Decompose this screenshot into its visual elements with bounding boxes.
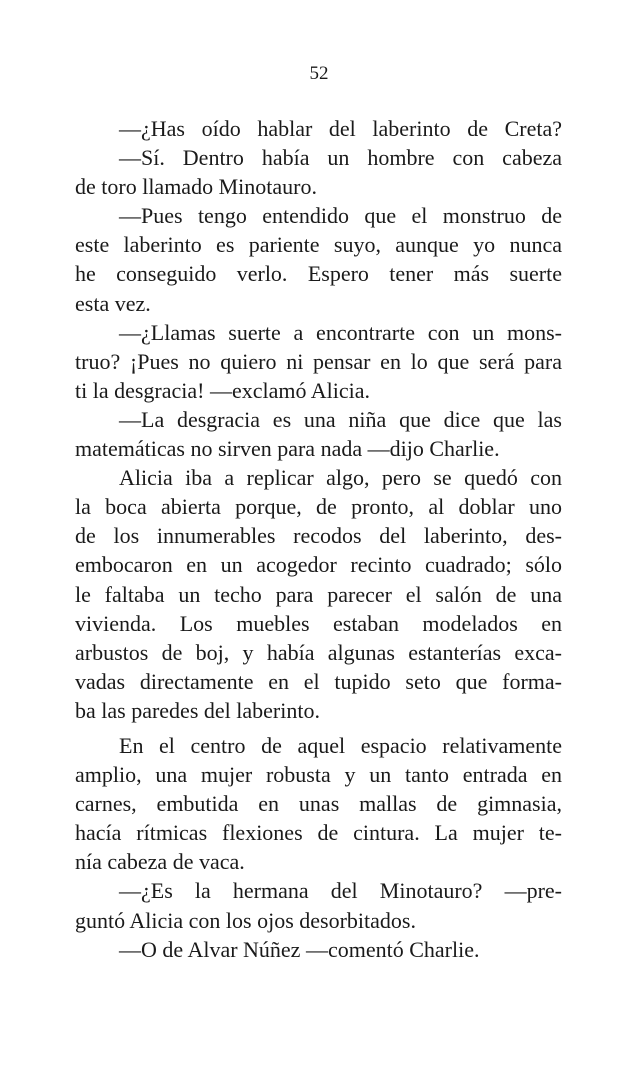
text-line: ti la desgracia! —exclamó Alicia. (75, 377, 371, 403)
text-line: —¿Es la hermana del Minotauro? —pre- (119, 878, 562, 904)
text-line: arbustos de boj, y había algunas estanterías exca- (75, 639, 562, 665)
text-line: nía cabeza de vaca. (75, 849, 245, 875)
text-line: —¿Has oído hablar del laberinto de Creta? (119, 116, 562, 141)
text-line: he conseguido verlo. Espero tener más suerte (75, 261, 562, 287)
text-line: matemáticas no sirven para nada —dijo Charlie. (75, 436, 500, 462)
text-line: esta vez. (75, 290, 151, 316)
text-line: —¿Llamas suerte a encontrarte con un mons- (119, 319, 562, 345)
page-number: 52 (309, 63, 329, 84)
text-line: carnes, embutida en unas mallas de gimnasia, (75, 791, 562, 817)
text-line: ba las paredes del laberinto. (75, 697, 320, 723)
text-line: vadas directamente en el tupido seto que forma- (75, 668, 562, 694)
text-line: amplio, una mujer robusta y un tanto entrada en (75, 762, 562, 788)
text-line: truo? ¡Pues no quiero ni pensar en lo que será para (75, 348, 562, 374)
text-line: Alicia iba a replicar algo, pero se quedó con (119, 465, 562, 491)
text-line: le faltaba un techo para parecer el salón de una (75, 581, 562, 607)
text-line: vivienda. Los muebles estaban modelados en (75, 610, 562, 636)
text-line: —O de Alvar Núñez —comentó Charlie. (119, 936, 480, 962)
text-line: —La desgracia es una niña que dice que las (119, 406, 562, 432)
text-line: embocaron en un acogedor recinto cuadrado; sólo (75, 552, 562, 578)
text-line: guntó Alicia con los ojos desorbitados. (75, 907, 416, 933)
text-line: En el centro de aquel espacio relativamente (119, 732, 562, 758)
text-line: —Pues tengo entendido que el monstruo de (119, 203, 562, 229)
text-line: hacía rítmicas flexiones de cintura. La mujer te- (75, 820, 562, 846)
text-line: de los innumerables recodos del laberinto, des- (75, 523, 562, 549)
text-line: —Sí. Dentro había un hombre con cabeza (119, 145, 562, 171)
text-line: este laberinto es pariente suyo, aunque yo nunca (75, 232, 562, 258)
body-text (75, 114, 562, 964)
text-line: de toro llamado Minotauro. (75, 174, 317, 200)
text-line: la boca abierta porque, de pronto, al doblar uno (75, 494, 562, 520)
